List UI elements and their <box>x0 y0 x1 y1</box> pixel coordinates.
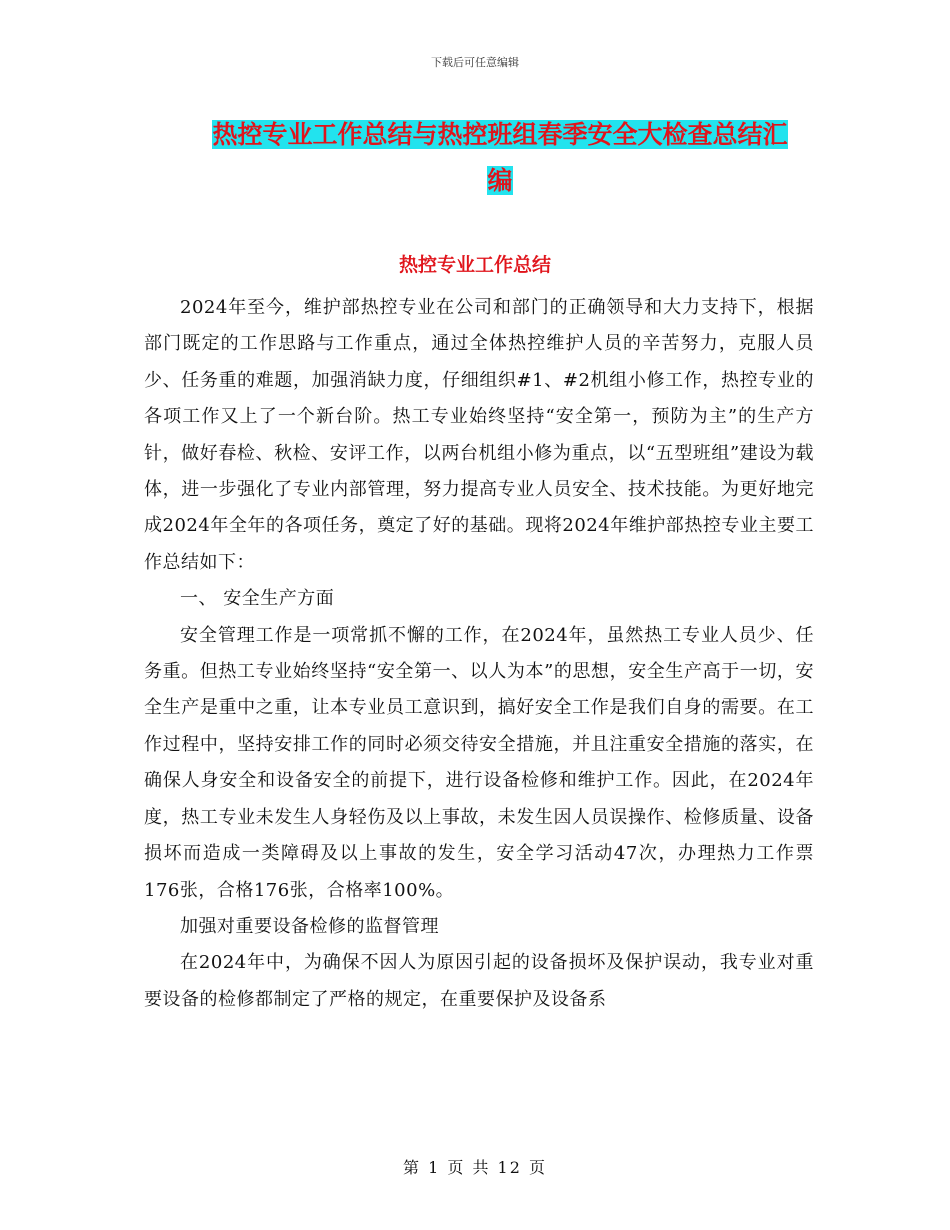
document-title <box>190 112 810 204</box>
heading-safety-production: 一、 安全生产方面 <box>180 588 335 610</box>
heading-supervision: 加强对重要设备检修的监督管理 <box>180 915 439 937</box>
document-title-line1: 热控专业工作总结与热控班组春季安全大检查总结汇 <box>212 120 788 149</box>
paragraph-safety: 安全管理工作是一项常抓不懈的工作，在2024年，虽然热工专业人员少、任务重。但热工专业始终坚持“安全第一、以人为本”的思想，安全生产高于一切，安全生产是重中之重，让本专业员工意识到，搞好安全工作是我们自身的需要。在工作过程中，坚持安排工作的同时必须交待安全措施，并且注重安全措施的落实，在确保人身安全和设备安全的前提下，进行设备检修和维护工作。因此，在2024年度，热工专业未发生人身轻伤及以上事故，未发生因人员误操作、检修质量、设备损坏而造成一类障碍及以上事故的发生，安全学习活动47次，办理热力工作票176张，合格176张，合格率100%。 <box>144 624 814 901</box>
paragraph-supervision: 在2024年中，为确保不因人为原因引起的设备损坏及保护误动，我专业对重要设备的检修都制定了严格的规定，在重要保护及设备系 <box>144 952 814 1010</box>
document-title-line2: 编 <box>487 166 513 195</box>
paragraph-intro: 2024年至今，维护部热控专业在公司和部门的正确领导和大力支持下，根据部门既定的工作思路与工作重点，通过全体热控维护人员的辛苦努力，克服人员少、任务重的难题，加强消缺力度，仔细组织#1、#2机组小修工作，热控专业的各项工作又上了一个新台阶。热工专业始终坚持“安全第一，预防为主”的生产方针，做好春检、秋检、安评工作，以两台机组小修为重点，以“五型班组”建设为载体，进一步强化了专业内部管理，努力提高专业人员安全、技术技能。为更好地完成2024年全年的各项任务，奠定了好的基础。现将2024年维护部热控专业主要工作总结如下： <box>144 297 814 573</box>
section-title: 热控专业工作总结 <box>398 254 551 276</box>
header-note: 下载后可任意编辑 <box>431 56 519 69</box>
document-body <box>144 290 814 1018</box>
page-footer: 第 1 页 共 12 页 <box>403 1158 547 1177</box>
